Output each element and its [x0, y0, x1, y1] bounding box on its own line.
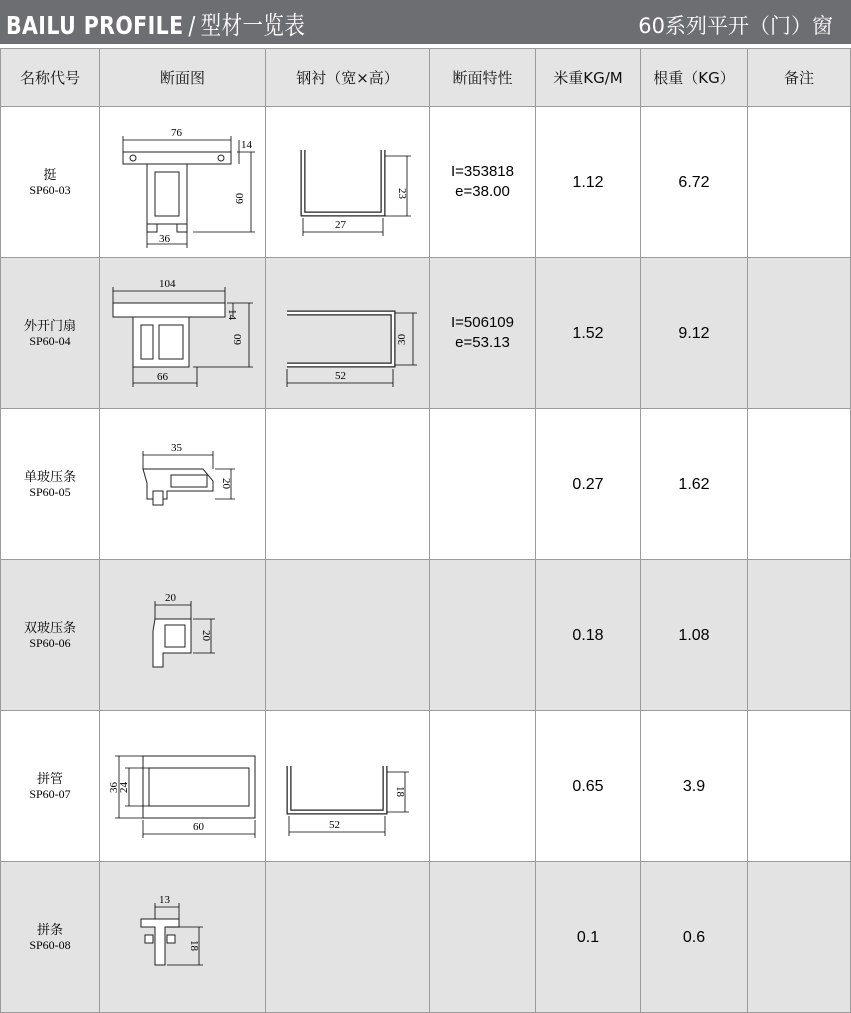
kg-per-piece-cell [641, 107, 748, 258]
dim-label: 60 [231, 334, 244, 345]
brand-title [6, 6, 305, 42]
kg-per-m-value: 0.65 [572, 778, 604, 795]
profile-name: 外开门扇 [23, 318, 76, 333]
steel-drawing-cell [266, 862, 430, 1013]
steel-drawing [273, 122, 423, 242]
steel-drawing-cell [266, 258, 430, 409]
dim-label: 52 [334, 370, 346, 382]
dim-label: 14 [240, 139, 252, 151]
dim-label: 14 [225, 309, 238, 320]
brand-name: BAILU PROFILE [6, 11, 184, 40]
dim-label: 27 [334, 219, 346, 231]
name-cell [1, 711, 100, 862]
profile-name: 拼管 [36, 771, 63, 786]
steel-drawing [273, 726, 423, 846]
kg-per-m-cell [536, 258, 641, 409]
kg-per-m-value: 1.12 [572, 174, 604, 191]
e-value: e=53.13 [455, 334, 510, 351]
dim-label: 18 [393, 786, 406, 797]
table-row [1, 258, 851, 409]
col-header-kg-per-m: 米重KG/M [536, 49, 641, 107]
section-drawing [103, 112, 263, 252]
kg-per-m-value: 0.27 [572, 476, 604, 493]
profile-table [0, 48, 851, 1013]
profile-code: SP60-03 [29, 183, 71, 197]
kg-per-piece-cell [641, 258, 748, 409]
kg-per-m-value: 1.52 [572, 325, 604, 342]
dim-label: 23 [395, 188, 408, 199]
dim-label: 66 [156, 371, 168, 383]
notes-cell [748, 409, 851, 560]
kg-per-piece-value: 1.08 [678, 627, 710, 644]
col-header-steel: 钢衬（宽×高） [266, 49, 430, 107]
table-row [1, 560, 851, 711]
dim-label: 60 [192, 821, 204, 833]
dim-label: 52 [328, 819, 340, 831]
col-header-notes: 备注 [748, 49, 851, 107]
section-drawing [103, 429, 263, 539]
kg-per-piece-cell [641, 560, 748, 711]
properties-cell [430, 711, 536, 862]
dim-label: 30 [395, 334, 408, 345]
table-row [1, 862, 851, 1013]
steel-drawing-cell [266, 409, 430, 560]
dim-label: 24 [117, 782, 130, 793]
steel-drawing-cell [266, 107, 430, 258]
steel-drawing-cell [266, 560, 430, 711]
catalog-title: 型材一览表 [200, 11, 306, 40]
dim-label: 20 [219, 478, 232, 489]
name-cell [1, 258, 100, 409]
kg-per-m-cell [536, 862, 641, 1013]
brand-slash: / [188, 11, 196, 40]
inertia-value: I=353818 [451, 163, 514, 180]
table-header-row [1, 49, 851, 107]
profile-name: 单玻压条 [23, 469, 76, 484]
section-drawing [103, 575, 263, 695]
kg-per-m-cell [536, 560, 641, 711]
kg-per-m-value: 0.18 [572, 627, 604, 644]
properties-cell [430, 560, 536, 711]
table-row [1, 409, 851, 560]
dim-label: 13 [158, 894, 170, 906]
kg-per-piece-value: 6.72 [678, 174, 710, 191]
kg-per-piece-cell [641, 409, 748, 560]
profile-code: SP60-08 [29, 938, 71, 952]
properties-cell [430, 107, 536, 258]
profile-name: 拼条 [36, 922, 63, 937]
notes-cell [748, 862, 851, 1013]
dim-label: 35 [170, 442, 182, 454]
dim-label: 36 [107, 782, 120, 793]
notes-cell [748, 107, 851, 258]
col-header-kg-per-piece: 根重（KG） [641, 49, 748, 107]
page-header [0, 0, 851, 44]
notes-cell [748, 711, 851, 862]
kg-per-piece-cell [641, 711, 748, 862]
name-cell [1, 862, 100, 1013]
table-row [1, 107, 851, 258]
inertia-value: I=506109 [451, 314, 514, 331]
section-drawing-cell [100, 258, 266, 409]
notes-cell [748, 258, 851, 409]
name-cell [1, 107, 100, 258]
kg-per-piece-value: 9.12 [678, 325, 710, 342]
section-drawing-cell [100, 862, 266, 1013]
kg-per-piece-value: 1.62 [678, 476, 710, 493]
properties-cell [430, 409, 536, 560]
section-drawing-cell [100, 711, 266, 862]
col-header-section: 断面图 [100, 49, 266, 107]
section-drawing-cell [100, 409, 266, 560]
section-drawing [103, 877, 263, 997]
profile-code: SP60-04 [29, 334, 71, 348]
col-header-name: 名称代号 [1, 49, 100, 107]
section-drawing-cell [100, 560, 266, 711]
notes-cell [748, 560, 851, 711]
section-drawing-cell [100, 107, 266, 258]
series-title: 60系列平开（门）窗 [638, 14, 833, 38]
dim-label: 76 [170, 127, 182, 139]
kg-per-m-cell [536, 711, 641, 862]
dim-label: 104 [158, 278, 175, 290]
dim-label: 20 [199, 630, 212, 641]
section-drawing [103, 726, 263, 846]
kg-per-piece-value: 3.9 [682, 778, 706, 795]
kg-per-m-cell [536, 107, 641, 258]
kg-per-m-cell [536, 409, 641, 560]
properties-cell [430, 258, 536, 409]
profile-name: 双玻压条 [23, 620, 76, 635]
name-cell [1, 409, 100, 560]
steel-drawing-cell [266, 711, 430, 862]
e-value: e=38.00 [455, 183, 510, 200]
steel-drawing [273, 273, 423, 393]
profile-code: SP60-05 [29, 485, 71, 499]
kg-per-piece-cell [641, 862, 748, 1013]
kg-per-piece-value: 0.6 [682, 929, 706, 946]
profile-name: 挺 [43, 167, 57, 182]
dim-label: 20 [164, 592, 176, 604]
table-row [1, 711, 851, 862]
kg-per-m-value: 0.1 [576, 929, 600, 946]
properties-cell [430, 862, 536, 1013]
dim-label: 36 [158, 233, 170, 245]
section-drawing [103, 263, 263, 403]
profile-code: SP60-07 [29, 787, 71, 801]
name-cell [1, 560, 100, 711]
col-header-properties: 断面特性 [430, 49, 536, 107]
dim-label: 18 [187, 940, 200, 951]
dim-label: 60 [233, 193, 246, 204]
profile-code: SP60-06 [29, 636, 71, 650]
